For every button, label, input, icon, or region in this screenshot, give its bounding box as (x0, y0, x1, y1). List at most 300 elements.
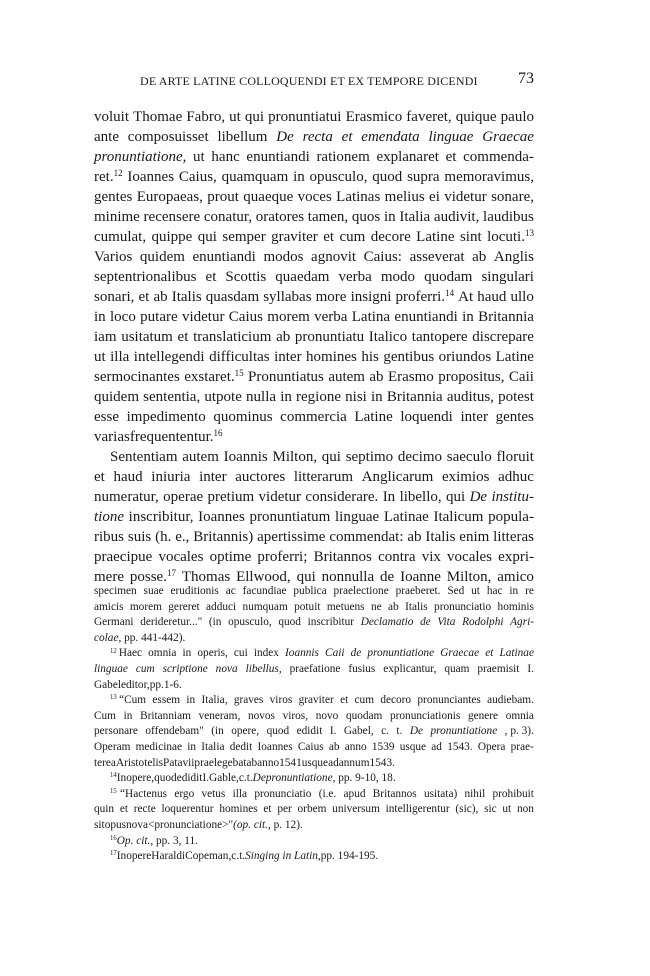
text: voluit (94, 109, 130, 125)
text: Italis (425, 529, 456, 545)
text: dedit (229, 740, 253, 753)
text: Opera (477, 740, 506, 753)
word (94, 756, 116, 772)
text: terea (94, 756, 116, 769)
word (434, 600, 491, 616)
word (256, 207, 304, 227)
text: quidem (139, 249, 185, 265)
word (116, 756, 163, 772)
text: ab (388, 600, 399, 613)
text: cumulat, (94, 229, 147, 245)
text: litteras (493, 529, 534, 545)
word (140, 247, 185, 267)
text: haud (477, 289, 507, 305)
word (198, 507, 245, 527)
text: anno (344, 740, 367, 753)
footnote-marker: 12 (113, 168, 123, 179)
word (143, 387, 200, 407)
text: inscribitur, (128, 509, 194, 525)
text: usitata) (423, 787, 458, 800)
text: pp. 194-195. (320, 850, 379, 863)
text: in (123, 709, 133, 722)
word (164, 678, 182, 694)
word (275, 267, 329, 287)
word (344, 787, 366, 803)
text: Italia, (201, 694, 228, 707)
word (407, 167, 440, 187)
text: melius (384, 189, 425, 205)
word (506, 709, 534, 725)
word (293, 584, 326, 600)
text: orbem (297, 803, 327, 816)
italic-text: Vita (437, 616, 456, 629)
text: videtur (258, 489, 302, 505)
text: posse. (129, 569, 167, 585)
text: ut (229, 109, 241, 125)
text: cui (233, 647, 248, 660)
text: quin (94, 803, 115, 816)
text: recensere (143, 209, 201, 225)
text: modo (380, 269, 416, 285)
word (257, 527, 325, 547)
text: opere (126, 850, 152, 863)
text: singulari (481, 269, 534, 285)
text: commercia (280, 409, 347, 425)
word (243, 600, 288, 616)
word (117, 771, 126, 787)
word (369, 367, 383, 387)
word (175, 527, 189, 547)
text: oriundos (438, 349, 492, 365)
text: quodam (424, 269, 473, 285)
text: expri- (498, 549, 534, 565)
text: Haec (118, 647, 143, 660)
text: in (187, 740, 197, 753)
word (119, 693, 146, 709)
text: ab (328, 740, 340, 753)
text: loco (110, 309, 136, 325)
text: ut (471, 585, 480, 597)
text-line (94, 107, 534, 127)
word (498, 600, 534, 616)
word (254, 787, 311, 803)
word (150, 678, 164, 694)
word (206, 267, 217, 287)
text: , pp. 441-442). (118, 631, 186, 644)
word (367, 646, 434, 662)
word (94, 802, 114, 818)
text: praeberet. (395, 585, 441, 597)
text-line (94, 127, 534, 147)
italic-text: pronuntiatione, (94, 149, 187, 165)
word (268, 818, 303, 834)
text: veneram, (198, 709, 241, 722)
text: quod (372, 169, 403, 185)
text: Thomae (133, 109, 183, 125)
word (208, 487, 255, 507)
text: litterarum (293, 469, 353, 485)
text: eximios (441, 469, 490, 485)
word (340, 693, 348, 709)
word (494, 247, 534, 267)
text: Britannos (372, 787, 417, 800)
word (322, 447, 341, 467)
text: Britannos (313, 549, 372, 565)
footnote-marker: 15 (234, 368, 244, 379)
word (94, 247, 132, 267)
word (302, 756, 328, 772)
footnote-marker: 13 (110, 694, 117, 702)
word (259, 487, 302, 507)
word (219, 802, 257, 818)
text: index (253, 647, 279, 660)
text: pronunciatio (434, 600, 492, 613)
word (182, 307, 225, 327)
footnote-line (94, 631, 534, 647)
text: Ioannes (127, 169, 175, 185)
text: faveret, (406, 109, 452, 125)
text: suis (127, 529, 152, 545)
text: mere (94, 569, 124, 585)
text: re (525, 585, 534, 597)
italic-text: De (409, 725, 424, 738)
text: illa (232, 787, 248, 800)
word (381, 267, 415, 287)
text: praelegebat (194, 756, 247, 769)
word (222, 167, 289, 187)
word (328, 756, 339, 772)
word (446, 487, 465, 507)
word (321, 849, 378, 865)
text: intellegendi (133, 349, 205, 365)
text: asseverat (409, 249, 465, 265)
text: editor, (120, 678, 150, 691)
word (433, 507, 483, 527)
word (209, 615, 222, 631)
word (434, 207, 479, 227)
word (197, 646, 227, 662)
text: quod (266, 725, 290, 738)
text: novo (315, 709, 339, 722)
text: Italicum (433, 509, 484, 525)
text: memoravimus, (444, 169, 534, 185)
footnote-marker: 17 (166, 568, 176, 579)
text: propositus, (438, 369, 505, 385)
text: inscribitur (307, 616, 355, 629)
text: verba (338, 269, 372, 285)
word (471, 584, 480, 600)
word (325, 646, 344, 662)
word (444, 662, 469, 678)
text: quaedam (275, 269, 330, 285)
text: decoro (380, 694, 412, 707)
word (254, 646, 279, 662)
word (204, 207, 252, 227)
word (329, 740, 340, 756)
text: Erasmo (387, 369, 434, 385)
text: novos (247, 709, 275, 722)
word (425, 527, 455, 547)
text: in (280, 389, 292, 405)
word (201, 740, 224, 756)
text: septimo (345, 449, 394, 465)
word (94, 427, 130, 447)
text: gentibus (383, 349, 435, 365)
text: composuisset (127, 129, 209, 145)
text: auctores (235, 469, 286, 485)
text: opusculo, (228, 616, 272, 629)
text: Latine (495, 349, 534, 365)
text: et (323, 229, 335, 245)
word (248, 709, 275, 725)
word (113, 467, 142, 487)
text: universum (332, 803, 380, 816)
word (210, 547, 252, 567)
word (285, 646, 319, 662)
word (201, 787, 225, 803)
text: Italis (405, 600, 428, 613)
text: discrepare (472, 329, 534, 345)
text: (h. (155, 529, 172, 545)
word (120, 802, 128, 818)
text: nihil (464, 787, 486, 800)
word (110, 447, 178, 467)
text: homines (306, 349, 357, 365)
text: (sic), (455, 803, 479, 816)
text: Gabel (94, 678, 121, 691)
footnote-line (94, 756, 534, 772)
word (499, 646, 534, 662)
text: ad (328, 756, 339, 769)
word (140, 307, 177, 327)
word (216, 662, 238, 678)
text: , p. 3). (504, 725, 534, 738)
text: et (263, 803, 272, 816)
word (136, 662, 155, 678)
text: Ioanne (400, 569, 441, 585)
word (308, 615, 354, 631)
word (229, 307, 263, 327)
text-line (94, 227, 534, 247)
word (440, 646, 479, 662)
text: impedimento (126, 409, 206, 425)
text: essem (152, 694, 181, 707)
word (211, 724, 224, 740)
text: more (315, 289, 347, 305)
text: enuntiandi (246, 149, 310, 165)
word (186, 693, 195, 709)
text: semper (222, 229, 266, 245)
word (248, 367, 324, 387)
word (511, 287, 534, 307)
word (94, 547, 152, 567)
word (370, 756, 395, 772)
word (364, 247, 402, 267)
text: agnovit (311, 249, 357, 265)
word (406, 107, 451, 127)
text: annum (338, 756, 370, 769)
text: proferri; (257, 549, 308, 565)
text: audiebam. (487, 694, 534, 707)
text: illa (110, 349, 130, 365)
word (139, 287, 150, 307)
word (182, 447, 219, 467)
word (465, 787, 486, 803)
text: in (383, 209, 396, 225)
text: praemisit (477, 662, 520, 675)
italic-text: linguae (428, 129, 474, 145)
text: inter (199, 469, 227, 485)
text: loquendi (400, 409, 453, 425)
word (477, 287, 506, 307)
word (460, 407, 488, 427)
word (246, 662, 282, 678)
text: suae (143, 585, 164, 597)
text: operae (163, 489, 204, 505)
word (424, 787, 457, 803)
text: viros, (282, 709, 309, 722)
text: prae- (510, 740, 534, 753)
text: (i.e. (318, 787, 337, 800)
text: publica (293, 585, 327, 597)
text-line (94, 247, 534, 267)
word (194, 756, 246, 772)
word (422, 547, 441, 567)
text: inter (460, 409, 488, 425)
text: Italico (368, 329, 408, 345)
italic-text: pronuntiatione (265, 772, 333, 785)
text-line (94, 467, 534, 487)
text: minime (94, 209, 140, 225)
footnote-line (94, 600, 534, 616)
word (94, 584, 137, 600)
text: medicinae (135, 740, 183, 753)
text: Aristotelis (115, 756, 164, 769)
text: adhuc (498, 469, 534, 485)
word (509, 584, 518, 600)
word (204, 387, 242, 407)
text: inter (274, 349, 302, 365)
text: ab (276, 329, 291, 345)
word (294, 467, 353, 487)
text: Latinas (336, 189, 381, 205)
footnote-line (94, 834, 534, 850)
text: verba (314, 309, 348, 325)
word (420, 615, 431, 631)
word (400, 487, 442, 507)
word (303, 127, 333, 147)
word (293, 167, 305, 187)
text: adduci (206, 600, 237, 613)
italic-text: pronuntiatione (430, 725, 498, 738)
italic-text: de (420, 616, 431, 629)
text: cum (339, 229, 366, 245)
text: septentrionalibus (94, 269, 197, 285)
word (371, 227, 411, 247)
word (213, 407, 272, 427)
word (371, 600, 382, 616)
word (308, 207, 348, 227)
text: quamquam (221, 169, 289, 185)
word (245, 849, 321, 865)
text: iniuria (151, 469, 191, 485)
word (209, 347, 270, 367)
text: gentes (495, 409, 534, 425)
word (525, 584, 534, 600)
text: derideretur..." (140, 616, 203, 629)
text: et (94, 469, 105, 485)
word (171, 584, 219, 600)
word (298, 187, 332, 207)
word (447, 740, 472, 756)
word (496, 447, 534, 467)
text: autem (328, 369, 365, 385)
word (335, 507, 379, 527)
word (416, 227, 454, 247)
text: videtur (444, 189, 487, 205)
word (487, 693, 534, 709)
word (510, 615, 534, 631)
text: gereret (168, 600, 200, 613)
word (263, 802, 271, 818)
text: linguae (334, 509, 380, 525)
text: vocales (447, 549, 493, 565)
text: ab (153, 289, 168, 305)
word (447, 547, 492, 567)
text: vocales (158, 549, 204, 565)
text: In (116, 772, 127, 785)
word (94, 662, 128, 678)
text: ut (502, 803, 512, 816)
word (383, 662, 436, 678)
word (455, 802, 478, 818)
word (482, 127, 534, 147)
text: in (94, 309, 106, 325)
word (267, 307, 310, 327)
word (172, 287, 202, 307)
italic-text: Agri- (510, 616, 534, 629)
word (428, 127, 473, 147)
word (396, 584, 441, 600)
text: et (340, 694, 349, 707)
word (266, 771, 333, 787)
word (372, 167, 402, 187)
text: qui (244, 109, 265, 125)
text: in (186, 694, 196, 707)
word (352, 307, 390, 327)
text-line (94, 387, 534, 407)
word (163, 487, 203, 507)
text: quam (444, 662, 470, 675)
word (384, 207, 396, 227)
text: Caius (297, 740, 324, 753)
word (126, 818, 148, 834)
text: Sententiam (110, 449, 178, 465)
word (380, 693, 411, 709)
word (110, 347, 129, 367)
word (207, 187, 239, 207)
word (94, 818, 105, 834)
word (346, 447, 394, 467)
word (110, 787, 117, 803)
word (354, 407, 392, 427)
word (270, 693, 293, 709)
word (185, 849, 231, 865)
word (110, 771, 117, 787)
text: prout (207, 189, 239, 205)
text-line (94, 427, 534, 447)
word (130, 427, 223, 447)
